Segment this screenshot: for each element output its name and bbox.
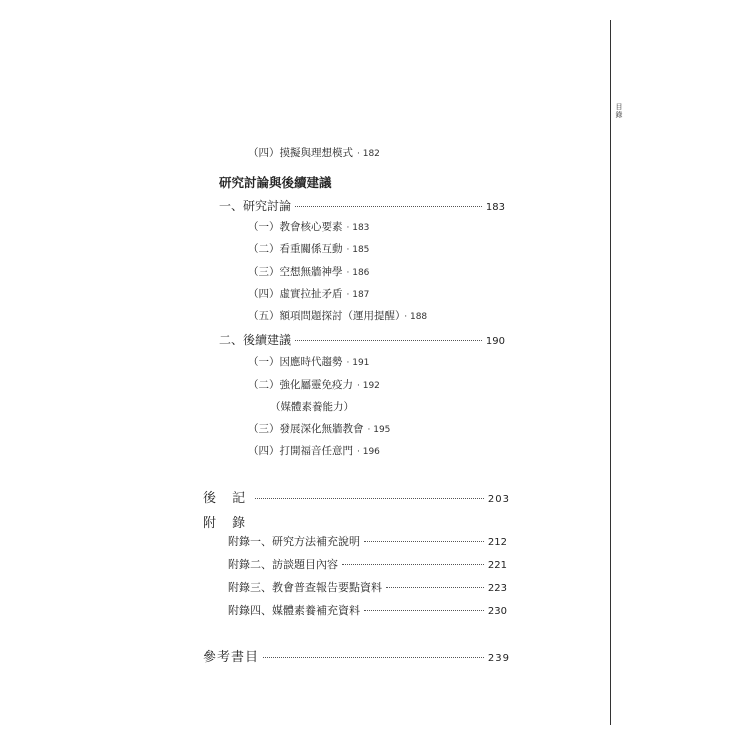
toc-appendix-row[interactable] (228, 579, 507, 595)
leader-dots (364, 610, 484, 611)
toc-entry-page: · 195 (367, 425, 391, 435)
toc-entry[interactable] (248, 241, 369, 256)
margin-rule (610, 20, 611, 725)
toc-references-row[interactable] (203, 646, 510, 665)
toc-entry[interactable] (248, 443, 380, 458)
toc-entry-label: （二）強化屬靈免疫力 (248, 379, 353, 391)
toc-appendix-row[interactable] (228, 533, 507, 549)
toc-entry[interactable] (248, 219, 369, 234)
toc-entry-label: （五）額項問題探討（運用提醒） (248, 310, 401, 322)
toc-entry-label: （四）虛實拉扯矛盾 (248, 288, 343, 300)
appendix-page: 223 (487, 583, 507, 594)
toc-entry-label: （一）因應時代趨勢 (248, 356, 343, 368)
references-page: 239 (487, 653, 510, 664)
section-page: 183 (485, 202, 505, 213)
appendix-label: 附錄三、教會普查報告要點資料 (228, 581, 382, 594)
leader-dots (255, 498, 484, 499)
leader-dots (263, 657, 484, 658)
toc-entry-page: · 191 (346, 358, 370, 368)
toc-entry[interactable] (248, 264, 369, 279)
references-label: 參考書目 (203, 650, 260, 665)
toc-entry[interactable] (248, 377, 380, 392)
toc-entry[interactable] (248, 354, 369, 369)
leader-dots (364, 541, 484, 542)
section-side-label: 目錄 (615, 103, 623, 119)
toc-entry-page: · 186 (346, 268, 370, 278)
toc-entry-page: · 183 (346, 223, 370, 233)
toc-entry-page: · 185 (346, 245, 370, 255)
toc-entry-page: · 192 (357, 381, 380, 391)
appendix-page: 230 (487, 606, 507, 617)
toc-entry-continuation (270, 399, 354, 414)
leader-dots (342, 564, 484, 565)
appendix-label: 附錄四、媒體素養補充資料 (228, 604, 360, 617)
toc-section-row[interactable] (219, 331, 505, 348)
toc-postscript-row[interactable] (203, 487, 510, 506)
appendix-heading: 附 錄 (203, 516, 252, 531)
toc-entry-page: · 188 (404, 312, 428, 322)
toc-entry-page: · 196 (357, 447, 380, 457)
postscript-page: 203 (487, 494, 510, 505)
toc-entry[interactable] (248, 286, 369, 301)
toc-entry-label: （三）發展深化無牆教會 (248, 423, 364, 435)
postscript-label: 後 記 (203, 491, 252, 506)
appendix-page: 221 (487, 560, 507, 571)
section-label: 一、研究討論 (219, 199, 292, 213)
leader-dots (295, 206, 482, 207)
section-page: 190 (485, 336, 505, 347)
toc-appendix-row[interactable] (228, 602, 507, 618)
toc-entry-label: （四）摸擬與理想模式 (248, 147, 353, 159)
toc-section-row[interactable] (219, 197, 505, 214)
toc-entry-page: · 187 (346, 290, 370, 300)
leader-dots (295, 340, 482, 341)
toc-entry[interactable] (248, 421, 390, 436)
toc-entry[interactable] (248, 308, 427, 323)
toc-entry-label: （媒體素養能力） (270, 401, 354, 413)
toc-entry-label: （三）空想無牆神學 (248, 266, 343, 278)
chapter-heading: 研究討論與後續建議 (219, 175, 332, 190)
toc-entry-label: （二）看重關係互動 (248, 243, 343, 255)
appendix-label: 附錄一、研究方法補充說明 (228, 535, 360, 548)
section-label: 二、後續建議 (219, 333, 292, 347)
toc-entry-label: （四）打開福音任意門 (248, 445, 353, 457)
appendix-label: 附錄二、訪談題目內容 (228, 558, 338, 571)
toc-entry-label: （一）教會核心要素 (248, 221, 343, 233)
toc-entry-page: · 182 (357, 149, 380, 159)
toc-entry[interactable] (248, 145, 380, 160)
toc-appendix-row[interactable] (228, 556, 507, 572)
leader-dots (386, 587, 484, 588)
appendix-page: 212 (487, 537, 507, 548)
